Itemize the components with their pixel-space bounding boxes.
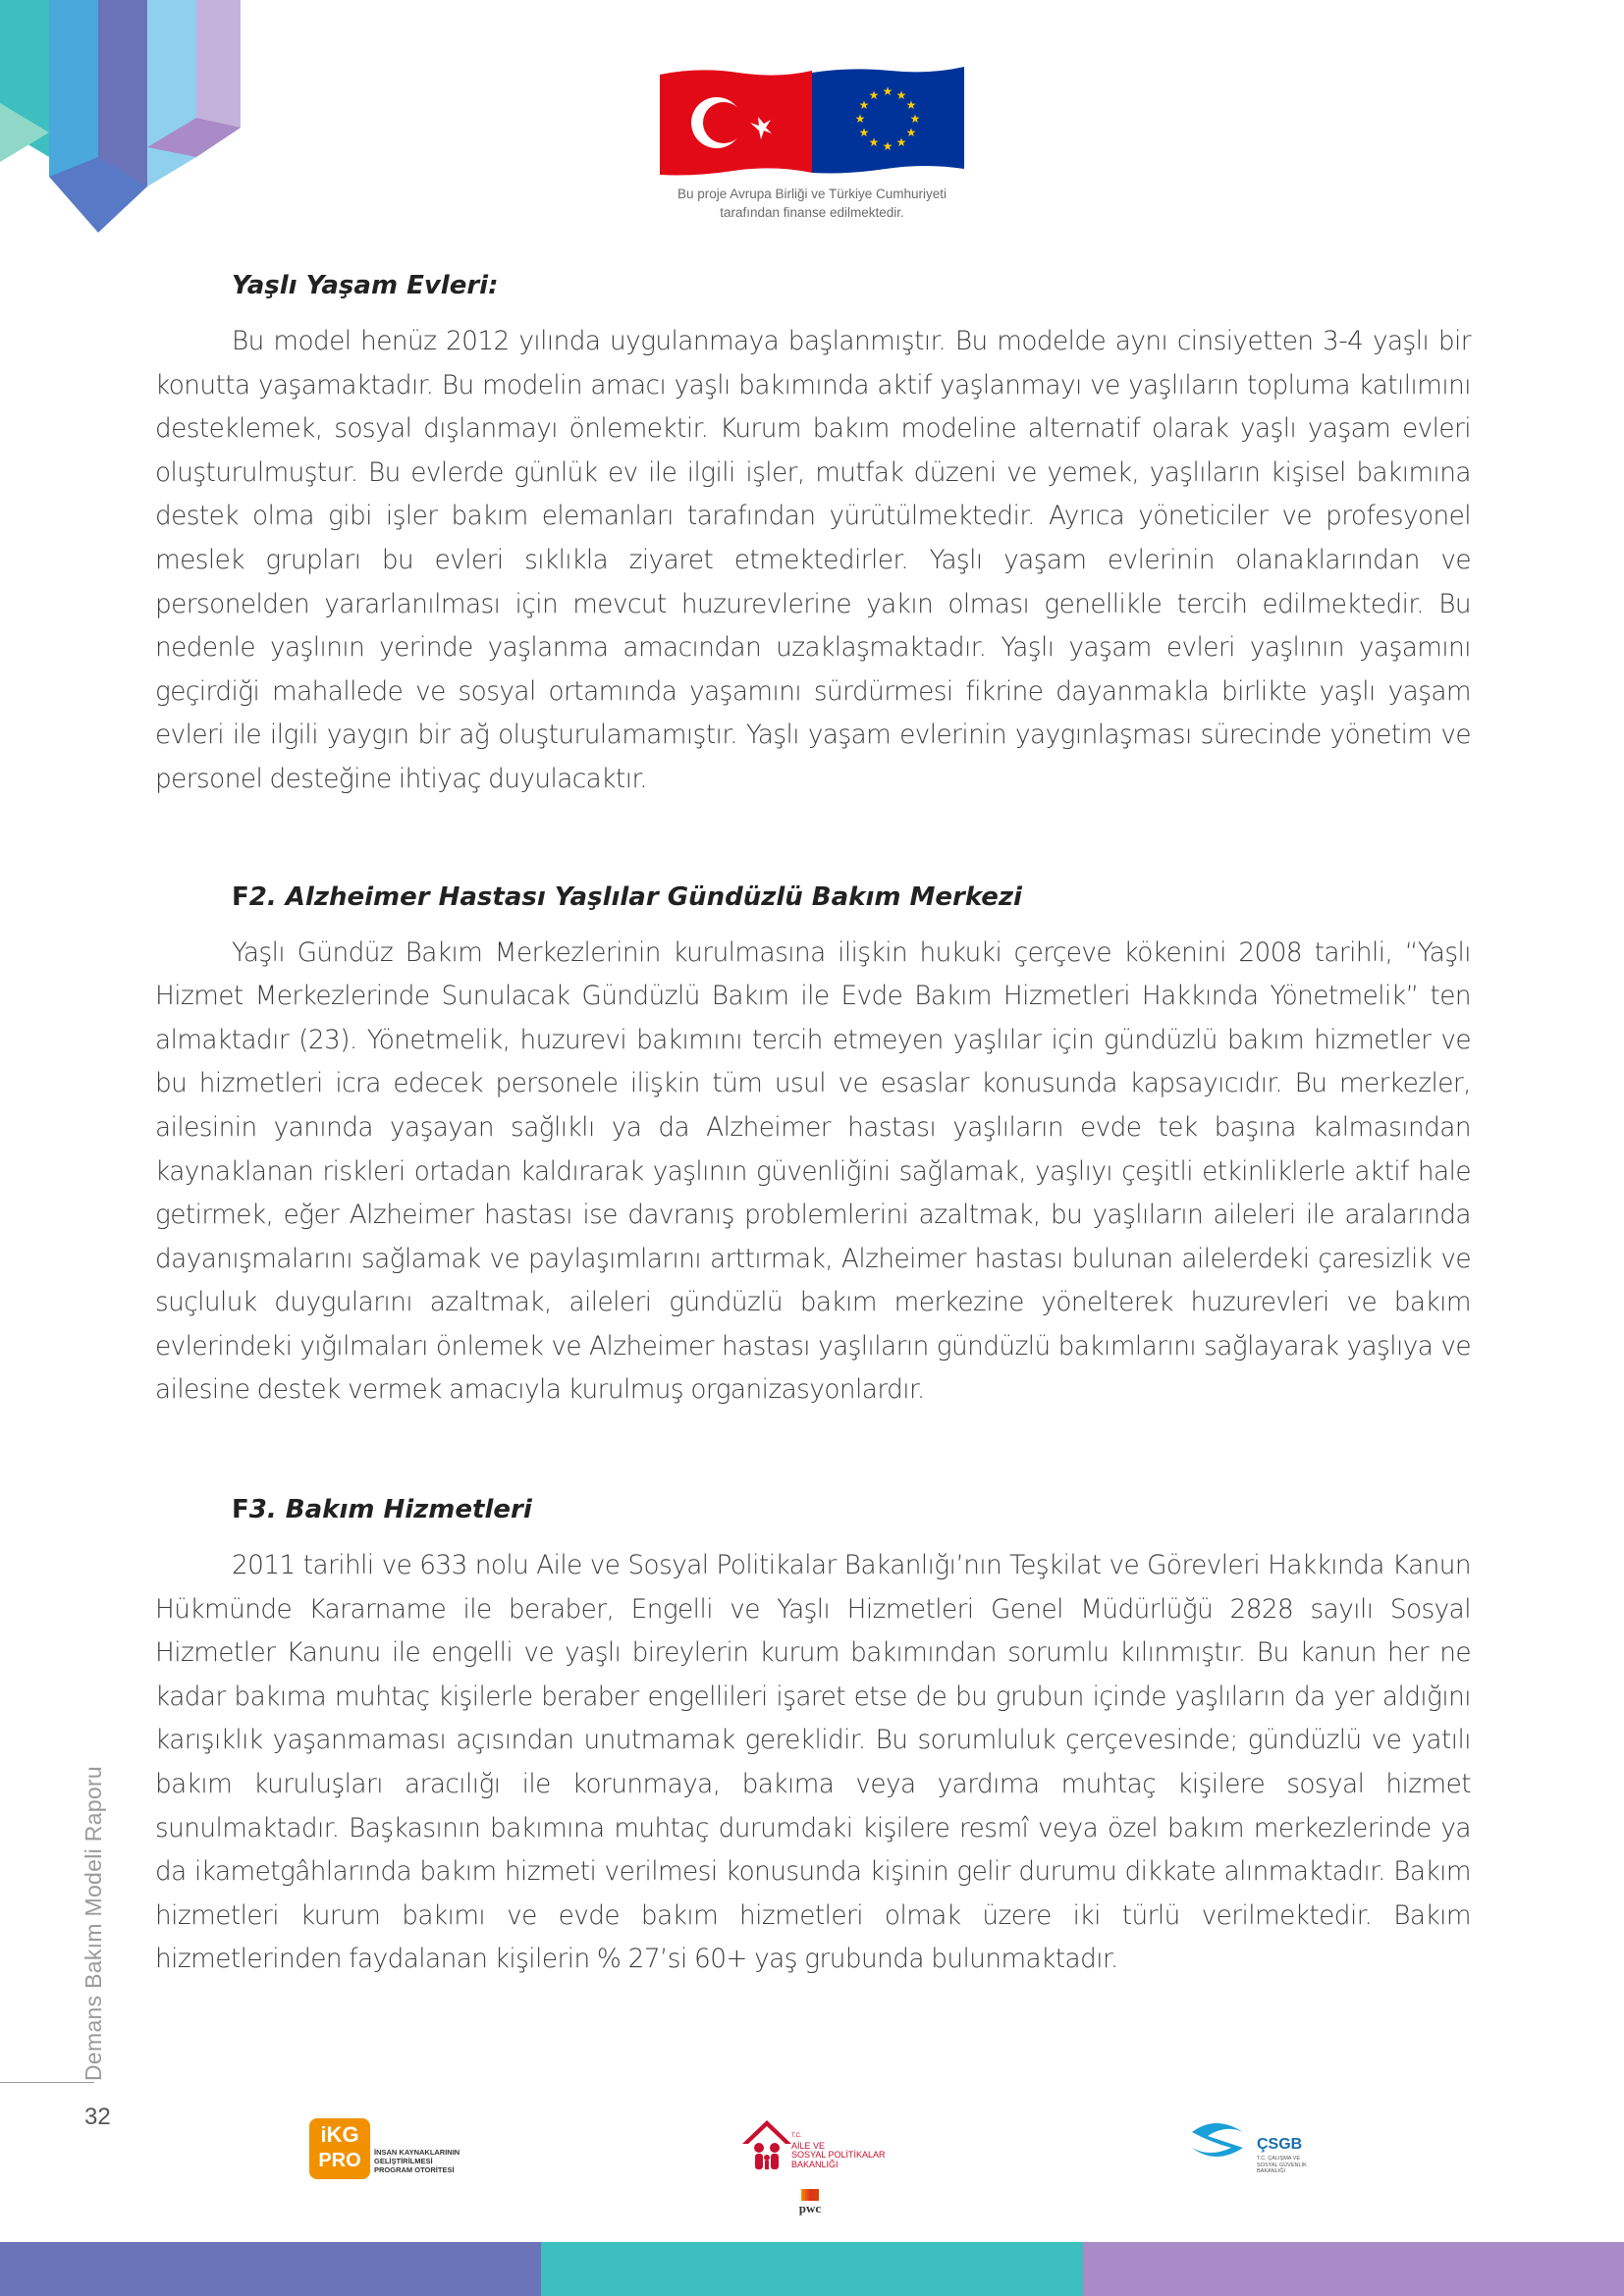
asp-bakanligi-logo [736,2114,893,2183]
funding-caption-line2: tarafından finanse edilmektedir. [720,205,904,220]
corner-decoration [0,0,245,245]
svg-text:★: ★ [905,98,917,112]
bottom-bar-segment-3 [1083,2242,1624,2296]
ikg-pro-logo [309,2118,476,2187]
asp-line1: AİLE VE [791,2140,826,2151]
csgb-logo [1186,2118,1324,2187]
bottom-bar-segment-2 [541,2242,1082,2296]
funding-caption-line1: Bu proje Avrupa Birliği ve Türkiye Cumhuriyeti [677,187,947,201]
ikg-pro-text [374,2148,460,2174]
section-title-yasli-yasam-evleri [232,269,1471,302]
svg-text:★: ★ [895,135,907,149]
csgb-title: ÇSGB [1257,2136,1303,2153]
csgb-emblem-icon [1186,2118,1255,2167]
pro-mark-text: PRO [318,2150,361,2171]
svg-text:★: ★ [868,135,880,149]
section-paragraph-yasli-yasam-evleri: Bu model henüz 2012 yılında uygulanmaya başlanmıştır. Bu modelde aynı cinsiyetten 3-4 yaşlı bir konutta yaşamaktadır. Bu modelin amacı yaşlı bakımında aktif yaşlanmayı ve yaşlıların topluma katılımını desteklemek, sosyal dışlanmayı önlemektir. Kurum bakım modeline alternatif olarak yaşlı yaşam evleri oluşturulmuştur. Bu evlerde günlük ev ile ilgili işler, mutfak düzeni ve yemek, yaşlıların kişisel bakımına destek olma gibi işler bakım elemanları tarafından yürütülmektedir. Ayrıca yöneticiler ve profesyonel meslek grupları bu evleri sıklıkla ziyaret etmektedirler. Yaşlı yaşam evlerinin olanaklarından ve personelden yararlanılması için mevcut huzurevlerine yakın olması genellikle tercih edilmektedir. Bu nedenle yaşlının yerinde yaşlanma amacından uzaklaşmaktadır. Yaşlı yaşam evleri yaşlının yaşamını geçirdiği mahallede ve sosyal ortamında yaşamını sürdürmesi fikrine dayanmakla birlikte yaşlı yaşam evleri ile ilgili yaygın bir ağ oluşturulamamıştır. Yaşlı yaşam evlerinin yaygınlaşması sürecinde yönetim ve personel desteğine ihtiyaç duyulacaktır. [155,327,1471,794]
asp-text [791,2132,886,2169]
svg-text:★: ★ [909,112,921,126]
svg-text:★: ★ [905,126,917,139]
eu-flag-icon [812,67,964,177]
report-title-vertical: Demans Bakım Modeli Raporu [81,1766,106,2081]
asp-emblem-icon [736,2114,797,2175]
section-paragraph-bakim-hizmetleri: 2011 tarihli ve 633 nolu Aile ve Sosyal Politikalar Bakanlığı’nın Teşkilat ve Görevleri Hakkında Kanun Hükmünde Kararname ile beraber, Engelli ve Yaşlı Hizmetleri Genel Müdürlüğü 2828 sayılı Sosyal Hizmetler Kanunu ile engelli ve yaşlı bireylerin kurum bakımından sorumlu kılınmıştır. Bu kanun her ne kadar bakıma muhtaç kişilerle beraber engellileri işaret etse de bu grubun içinde yaşlıların da yer aldığını karışıklık yaşanmaması açısından unutmamak gereklidir. Bu sorumluluk çerçevesinde; gündüzlü ve yatılı bakım kuruluşları aracılığı ile korunmaya, bakıma veya yardıma muhtaç kişilere sosyal hizmet sunulmaktadır. Başkasının bakımına muhtaç durumdaki kişilere resmî veya özel bakım merkezlerinde ya da ikametgâhlarında bakım hizmeti verilmesi konusunda kişinin gelir durumu dikkate alınmaktadır. Bakım hizmetleri kurum bakımı ve evde bakım hizmetleri olmak üzere iki türlü verilmektedir. Bakım hizmetlerinden faydalanan kişilerin % 27’si 60+ yaş grubunda bulunmaktadır. [155,1551,1471,1975]
pwc-logo [790,2189,830,2228]
ikg-mark-text: iKG [320,2122,359,2147]
asp-line2: SOSYAL POLİTİKALAR [791,2150,886,2160]
ikg-line2: GELİŞTİRİLMESİ [374,2157,433,2165]
bottom-bar-segment-1 [0,2242,541,2296]
asp-line3: BAKANLIĞI [791,2159,839,2169]
svg-text:★: ★ [868,88,880,102]
section-title-text: Yaşlı Yaşam Evleri: [232,271,499,300]
svg-text:★: ★ [854,112,866,126]
turkey-flag-icon [660,67,812,177]
main-content [155,263,1471,1982]
section-title-text: 2. Alzheimer Hastası Yaşlılar Gündüzlü Bakım Merkezi [248,881,1022,912]
svg-text:★: ★ [882,84,893,98]
csgb-line1: T.C. ÇALIŞMA VE [1257,2156,1301,2162]
page-number: 32 [84,2104,111,2130]
svg-text:★: ★ [882,139,893,153]
section-title-bakim-hizmetleri [232,1493,1471,1526]
section-number-prefix: F [232,1495,249,1525]
csgb-line3: BAKANLIĞI [1257,2168,1286,2174]
svg-text:★: ★ [858,98,870,112]
section-title-alzheimer-gunduzlu [232,881,1471,914]
csgb-text [1257,2156,1307,2175]
bottom-color-bar [0,2242,1624,2296]
section-number-prefix: F [232,881,249,912]
section-title-text: 3. Bakım Hizmetleri [248,1495,532,1525]
csgb-line2: SOSYAL GÜVENLİK [1257,2162,1307,2168]
asp-line0: T.C. [791,2133,802,2139]
eu-funding-header [660,67,964,222]
svg-text:★: ★ [858,126,870,139]
ikg-pro-mark [309,2118,370,2179]
pwc-mark [801,2189,819,2201]
section-paragraph-alzheimer-gunduzlu: Yaşlı Gündüz Bakım Merkezlerinin kurulmasına ilişkin hukuki çerçeve kökenini 2008 tarihli, “Yaşlı Hizmet Merkezlerinde Sunulacak Gündüzlü Bakım ile Evde Bakım Hizmetleri Hakkında Yönetmelik” ten almaktadır (23). Yönetmelik, huzurevi bakımını tercih etmeyen yaşlılar için gündüzlü bakım hizmetler ve bu hizmetleri icra edecek personele ilişkin tüm usul ve esaslar konusunda kapsayıcıdır. Bu merkezler, ailesinin yanında yaşayan sağlıklı ya da Alzheimer hastası yaşlıların evde tek başına kalmasından kaynaklanan riskleri ortadan kaldırarak yaşlının güvenliğini sağlamak, yaşlıyı çeşitli etkinliklerle aktif hale getirmek, eğer Alzheimer hastası ise davranış problemlerini azaltmak, bu yaşlıların aileleri ile aralarında dayanışmalarını sağlamak ve paylaşımlarını arttırmak, Alzheimer hastası bulunan ailelerdeki çaresizlik ve suçluluk duygularını azaltmak, aileleri gündüzlü bakım merkezine yönelterek huzurevleri ve bakım evlerindeki yığılmaları önlemek ve Alzheimer hastası yaşlıların gündüzlü bakımlarını sağlayarak yaşlıya ve ailesine destek vermek amacıyla kurulmuş organizasyonlardır. [155,937,1471,1406]
ikg-line1: İNSAN KAYNAKLARININ [374,2148,460,2157]
pwc-text: pwc [798,2201,822,2216]
side-divider [0,2082,94,2083]
ikg-line3: PROGRAM OTORİTESİ [374,2165,455,2174]
svg-text:★: ★ [895,88,907,102]
footer-logos [0,2109,1624,2236]
